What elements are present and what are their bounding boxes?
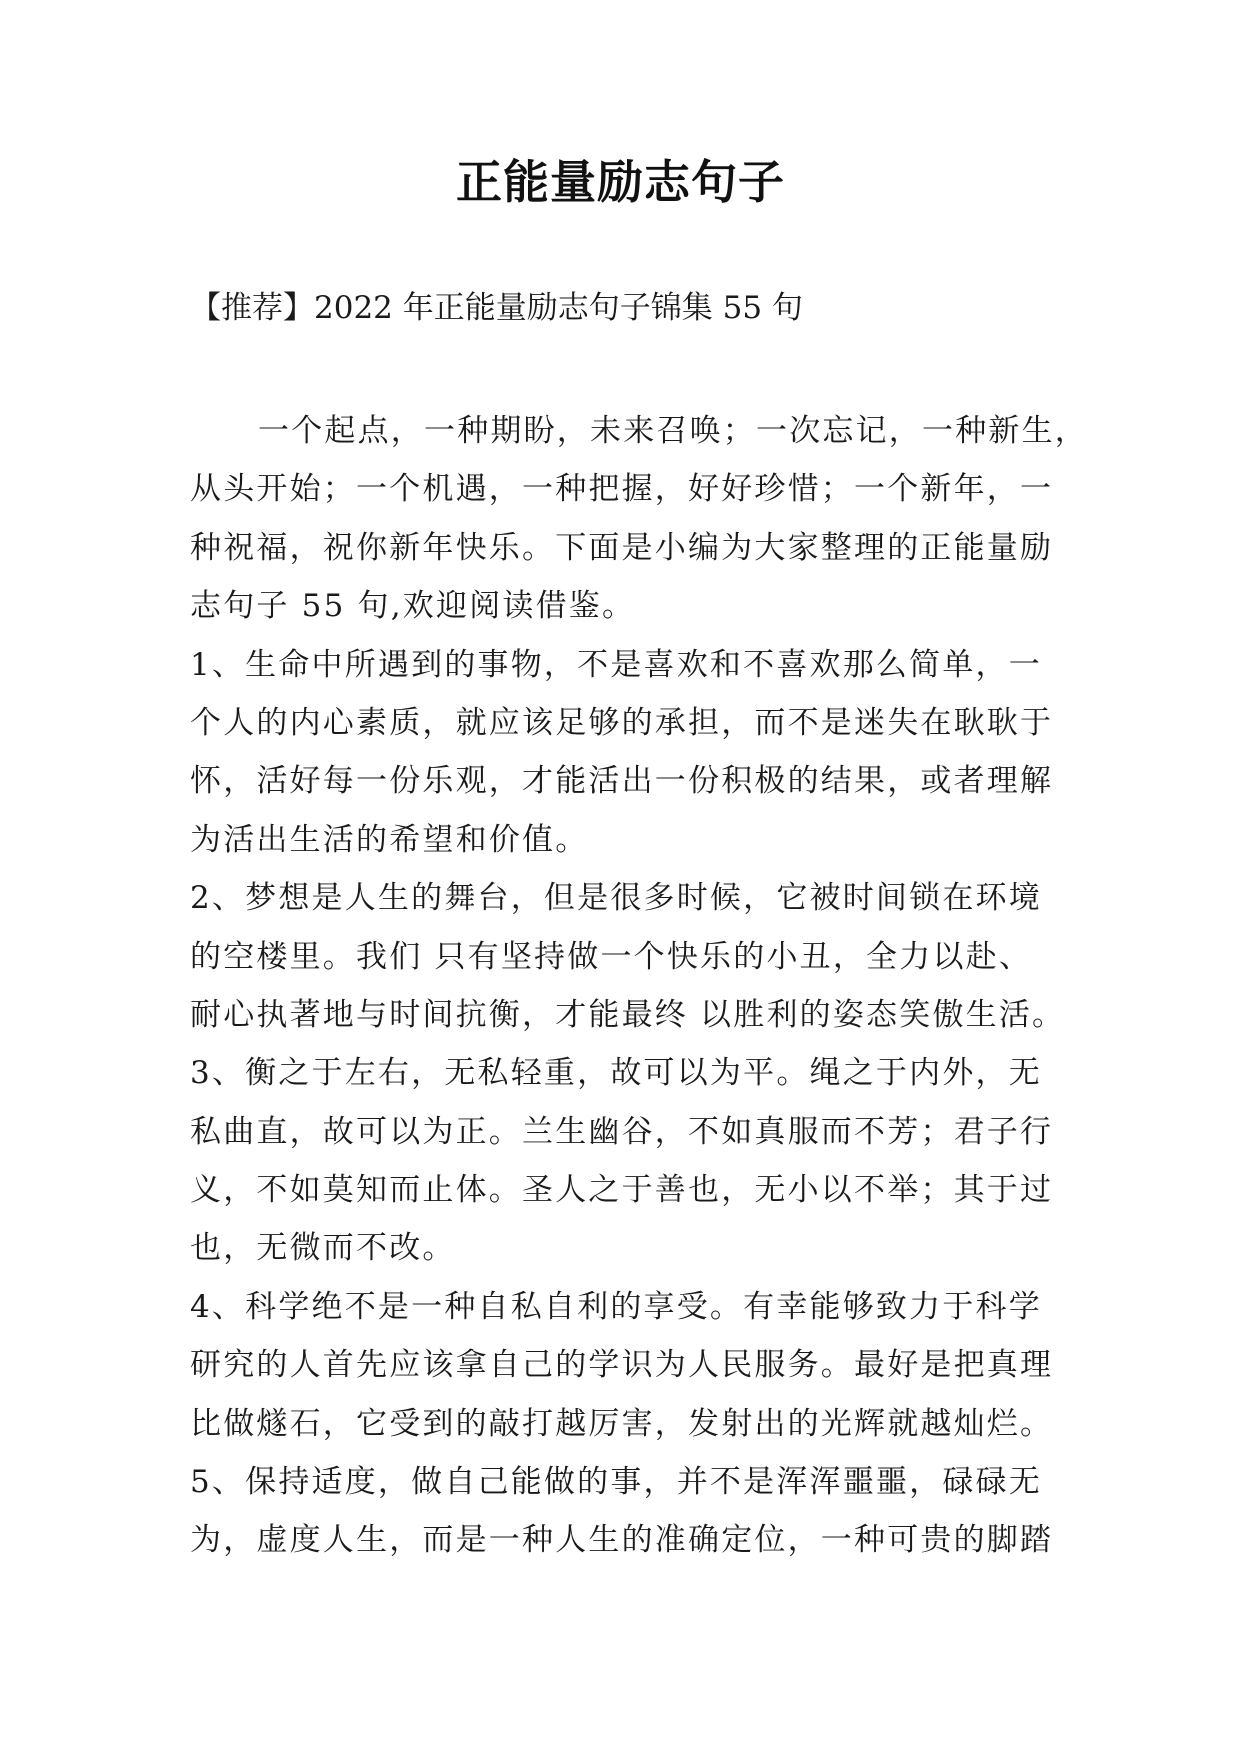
text-line: 志句子 55 句,欢迎阅读借鉴。: [190, 588, 636, 625]
text-line: 个人的内心素质，就应该足够的承担，而不是迷失在耿耿于: [190, 704, 1054, 741]
text-line: 比做燧石，它受到的敲打越厉害，发射出的光辉就越灿烂。: [190, 1405, 1054, 1442]
text-line: 种祝福，祝你新年快乐。下面是小编为大家整理的正能量励: [190, 529, 1054, 566]
text-line: 私曲直，故可以为正。兰生幽谷，不如真服而不芳；君子行: [190, 1113, 1054, 1150]
text-line: 为，虚度人生，而是一种人生的准确定位，一种可贵的脚踏: [190, 1522, 1054, 1559]
text-line: 1、生命中所遇到的事物，不是喜欢和不喜欢那么简单，一: [190, 646, 1042, 683]
text-line: 4、科学绝不是一种自私自利的享受。有幸能够致力于科学: [190, 1288, 1042, 1325]
text-line: 的空楼里。我们 只有坚持做一个快乐的小丑，全力以赴、: [190, 938, 1033, 975]
text-line: 5、保持适度，做自己能做的事，并不是浑浑噩噩，碌碌无: [190, 1464, 1042, 1501]
text-line: 耐心执著地与时间抗衡，才能最终 以胜利的姿态笑傲生活。: [190, 996, 1066, 1033]
text-line: 怀，活好每一份乐观，才能活出一份积极的结果，或者理解: [190, 763, 1054, 800]
text-line: 也，无微而不改。: [190, 1230, 456, 1267]
document-subtitle: 【推荐】2022 年正能量励志句子锦集 55 句: [190, 290, 803, 326]
body-text: [190, 402, 1088, 1570]
text-line: 一个起点，一种期盼，未来召唤；一次忘记，一种新生，: [258, 413, 1088, 449]
text-line: 2、梦想是人生的舞台，但是很多时候，它被时间锁在环境: [190, 880, 1042, 917]
text-line: 义，不如莫知而止体。圣人之于善也，无小以不举；其于过: [190, 1172, 1054, 1209]
text-line: 从头开始；一个机遇，一种把握，好好珍惜；一个新年，一: [190, 471, 1054, 508]
document-title: 正能量励志句子: [456, 155, 785, 209]
text-line: 3、衡之于左右，无私轻重，故可以为平。绳之于内外，无: [190, 1055, 1042, 1092]
text-line: 为活出生活的希望和价值。: [190, 821, 589, 858]
text-line: 研究的人首先应该拿自己的学识为人民服务。最好是把真理: [190, 1347, 1054, 1384]
